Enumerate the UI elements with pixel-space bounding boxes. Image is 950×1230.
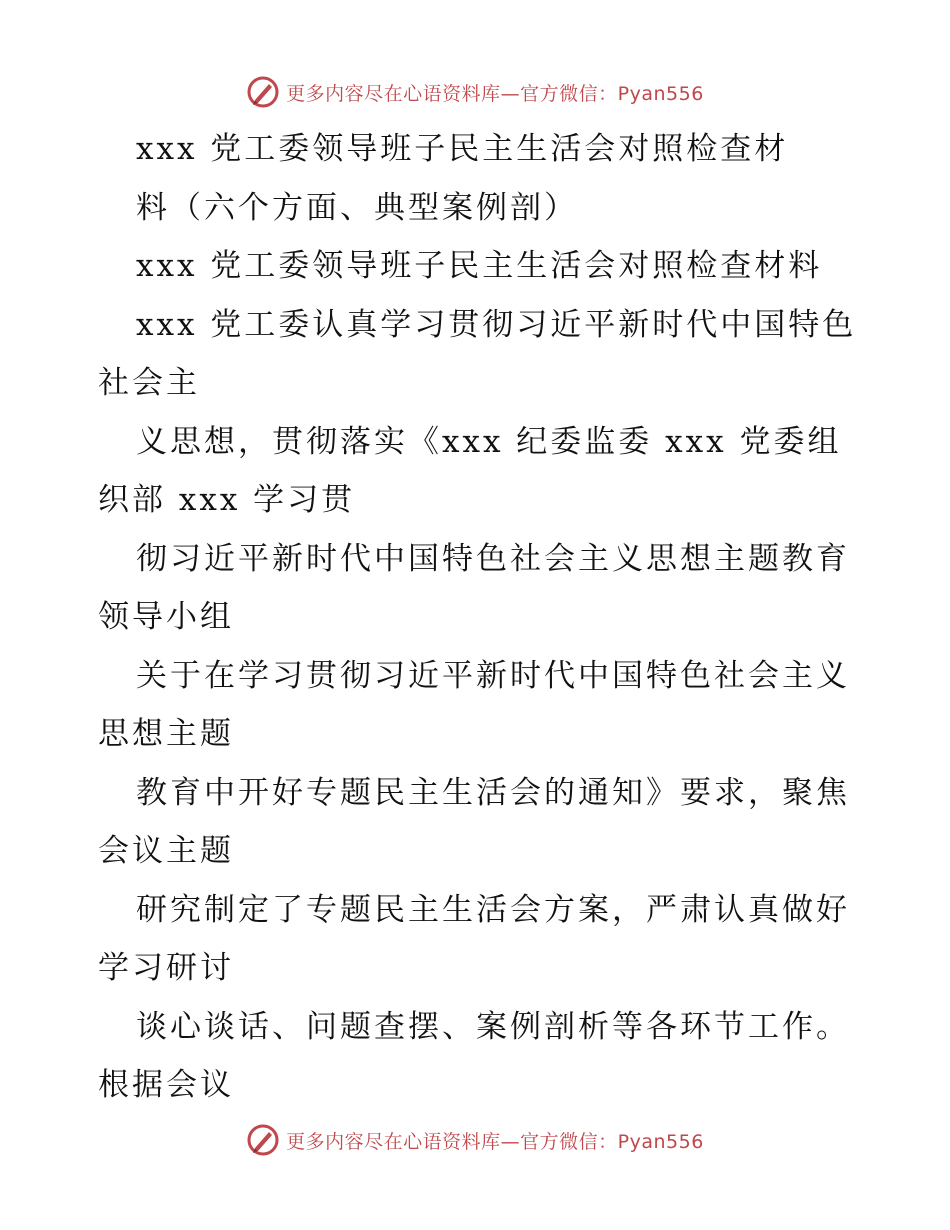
paragraph: 义思想，贯彻落实《xxx 纪委监委 xxx 党委组织部 xxx 学习贯 — [98, 423, 842, 518]
paragraph: 谈心谈话、问题查摆、案例剖析等各环节工作。根据会议 — [98, 1008, 850, 1103]
pen-logo-icon — [246, 1123, 280, 1157]
paragraph: 料（六个方面、典型案例剖） — [136, 189, 578, 226]
watermark-text: 更多内容尽在心语资料库—官方微信：Pyan556 — [286, 82, 704, 105]
watermark-header — [0, 72, 950, 112]
paragraph: xxx 党工委领导班子民主生活会对照检查材料 — [136, 248, 823, 284]
paragraph: 关于在学习贯彻习近平新时代中国特色社会主义思想主题 — [98, 657, 850, 752]
paragraph: xxx 党工委认真学习贯彻习近平新时代中国特色社会主 — [98, 306, 857, 401]
paragraph: xxx 党工委领导班子民主生活会对照检查材 — [136, 131, 789, 167]
paragraph: 彻习近平新时代中国特色社会主义思想主题教育领导小组 — [98, 540, 850, 635]
paragraph: 研究制定了专题民主生活会方案，严肃认真做好学习研讨 — [98, 891, 850, 986]
watermark-footer — [0, 1120, 950, 1160]
document-body — [98, 120, 858, 1115]
watermark-text: 更多内容尽在心语资料库—官方微信：Pyan556 — [286, 1130, 704, 1153]
paragraph: 教育中开好专题民主生活会的通知》要求，聚焦会议主题 — [98, 774, 850, 869]
pen-logo-icon — [246, 75, 280, 109]
